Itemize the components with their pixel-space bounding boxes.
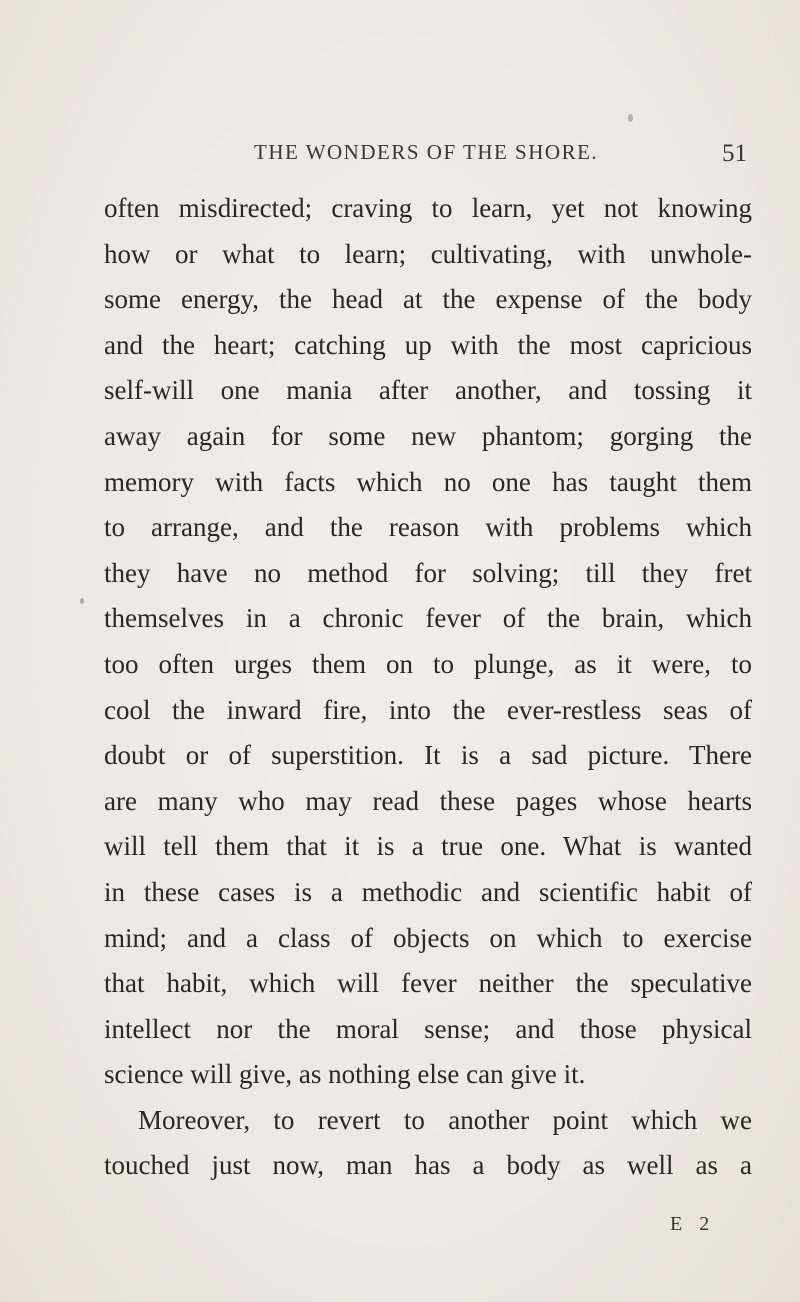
text-line: intellect nor the moral sense; and those physical: [104, 1013, 752, 1044]
text-line-paragraph-start: Moreover, to revert to another point which we: [138, 1104, 752, 1135]
text-line: they have no method for solving; till they fret: [104, 557, 752, 588]
text-line: cool the inward fire, into the ever-restless seas of: [104, 694, 752, 725]
text-line: self-will one mania after another, and tossing it: [104, 375, 752, 406]
text-line: themselves in a chronic fever of the brain, which: [104, 603, 752, 634]
signature-mark: E 2: [670, 1213, 716, 1235]
text-line: memory with facts which no one has taught them: [104, 466, 752, 497]
text-line: some energy, the head at the expense of the body: [104, 284, 752, 315]
text-line: and the heart; catching up with the most capricious: [104, 329, 752, 360]
text-line: away again for some new phantom; gorging the: [104, 420, 752, 451]
text-line: doubt or of superstition. It is a sad picture. There: [104, 740, 752, 771]
ink-speck: [80, 598, 84, 604]
text-line: mind; and a class of objects on which to exercise: [104, 922, 752, 953]
text-line: are many who may read these pages whose hearts: [104, 785, 752, 816]
text-line: often misdirected; craving to learn, yet not knowing: [104, 193, 752, 223]
text-line: that habit, which will fever neither the speculative: [104, 968, 752, 999]
text-line-paragraph-end: science will give, as nothing else can give it.: [104, 1059, 586, 1090]
ink-speck: [628, 114, 633, 122]
text-line: touched just now, man has a body as well as a: [104, 1150, 752, 1181]
text-line: how or what to learn; cultivating, with unwhole-: [104, 238, 752, 269]
text-line: will tell them that it is a true one. What is wanted: [104, 831, 752, 862]
text-line: too often urges them on to plunge, as it were, to: [104, 648, 752, 679]
body-text: [104, 186, 752, 1189]
text-line: to arrange, and the reason with problems which: [104, 512, 752, 543]
running-head: THE WONDERS OF THE SHORE.: [254, 140, 599, 164]
page-number: 51: [722, 140, 747, 167]
text-line: in these cases is a methodic and scientific habit of: [104, 876, 752, 907]
